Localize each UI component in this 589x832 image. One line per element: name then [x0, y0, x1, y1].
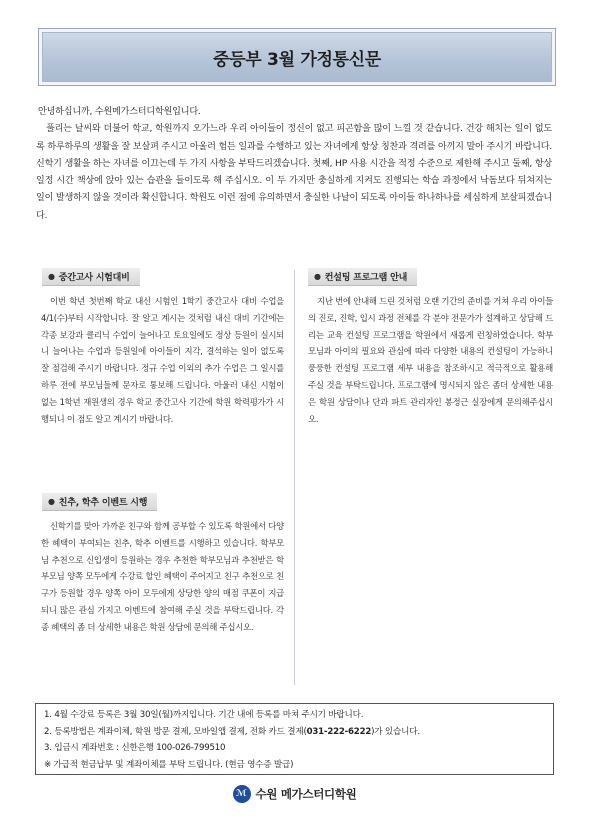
footer-logo	[0, 782, 589, 806]
event-heading-text: 친추, 학추 이벤트 시행	[58, 498, 148, 508]
phone-number: 031-222-6222	[306, 726, 372, 737]
event-body: 신학기를 맞아 가까운 친구와 함께 공부할 수 있도록 학원에서 다양한 혜택이 부여되는 친추, 학추 이벤트를 시행하고 있습니다. 학부모님 추천으로 신입생이 등원하는 경우 추천한 학부모님과 추천받은 학부모님 양쪽 모두에게 수강료 할인 혜택이 주어지고 친구 추천으로 친구가 등원할 경우 양쪽 아이 모두에게 상당한 양의 매점 쿠폰이 지급되니 많은 관심 가지고 이벤트에 참여해 주실 것을 부탁드립니다. 각종 혜택의 좀 더 상세한 내용은 학원 상담에 문의해 주십시오.	[41, 521, 284, 632]
midterm-heading-text: 중간고사 시험대비	[58, 273, 130, 283]
intro-greeting: 안녕하십니까, 수원메가스터디학원입니다.	[38, 107, 201, 117]
notice-box	[35, 703, 554, 775]
notice-line-2	[44, 724, 545, 741]
notice-line-3: 3. 입금시 계좌번호 : 신한은행 100-026-799510	[44, 743, 226, 753]
consulting-heading-text: 컨설팅 프로그램 안내	[324, 273, 408, 283]
notice-line-1: 1. 4월 수강료 등록은 3월 30일(월)까지입니다. 기간 내에 등록를 마쳐 주시기 바랍니다.	[44, 710, 364, 720]
bullet-icon: ●	[48, 272, 55, 281]
bullet-icon: ●	[48, 497, 55, 506]
consulting-heading	[308, 268, 417, 286]
consulting-body: 지난 번에 안내해 드린 것처럼 오랜 기간의 준비를 거쳐 우리 아이들의 진로, 진학, 입시 과정 전체를 각 분야 전문가가 설계하고 상담해 드리는 교육 컨설팅 프로그램을 학원에서 새롭게 런칭하였습니다. 학부모님과 아이의 필요와 관심에 따라 다양한 내용의 컨설팅이 가능하니 풍풍한 컨설팅 프로그램 세부 내용을 참조하시고 적극적으로 활용해 주실 것을 부탁드립니다. 프로그램에 명시되지 않은 좀더 상세한 내용은 학원 상담이나 단과 파트 관리자인 봉정근 실장에게 문의해주십시오.	[308, 296, 553, 424]
title-band	[42, 32, 552, 82]
intro-paragraph: 풀리는 날씨와 더불어 학교, 학원까지 오가느라 우리 아이들이 정신이 없고 피곤함을 많이 느낄 것 같습니다. 건강 해치는 일이 없도록 하루하루의 생활을 잘 보살펴 주시고 아울러 험든 일과를 수행하고 있는 자녀에게 항상 칭찬과 격려를 아끼지 말아 주시기 바랍니다. 신학기 생활을 하는 자녀를 이끄는데 두 가지 사항을 부탁드리겠습니다. 첫째, HP 사용 시간을 적정 수준으로 제한해 주시고 둘째, 항상 일정 시간 책상에 앉아 있는 습관을 들이도록 해 주십시오. 이 두 가지만 충실하게 지켜도 진행되는 학습 과정에서 낙돔보다 뒤쳐지는 일이 발생하지 않을 것이라 확신합니다. 학원도 이런 점에 유의하면서 충실한 나날이 되도록 아이들 하나하나를 세심하게 보살피겠습니다.	[36, 124, 552, 221]
event-heading	[42, 493, 157, 511]
column-divider	[294, 270, 295, 685]
midterm-heading	[42, 268, 140, 286]
title-banner	[38, 28, 556, 86]
notice-line-2-suffix: )가 있습니다.	[371, 726, 420, 737]
notice-line-4: ※ 가급적 현금납부 및 계좌이체를 부탁 드립니다. (현금 영수증 발급)	[44, 759, 294, 770]
academy-name: 수원 메가스터디학원	[255, 787, 357, 801]
notice-line-2-prefix: 2. 등록방법은 계좌이체, 학원 방문 결제, 모바일앱 결제, 전화 카드 결제(	[44, 726, 307, 737]
intro-section	[36, 104, 552, 225]
midterm-body: 이번 학년 첫번째 학교 내신 시험인 1학기 중간고사 대비 수업을 4/1(수)부터 시작합니다. 잘 알고 계시는 것처럼 내신 대비 기간에는 각종 보강과 클리닉 수업이 늘어나고 토요일에도 정상 등원이 실시되니 늘어나는 수업과 등원일에 아이들이 지각, 결석하는 일이 없도록 잘 점검해 주시기 바랍니다. 정규 수업 이외의 추가 수업은 그 일시를 하루 전에 부모님들께 문자로 통보해 드립니다. 아울러 내신 시험이 없는 1학년 재원생의 경우 학교 중간고사 기간에 학원 학력평가가 시행되니 이 점도 알고 계시기 바랍니다.	[41, 296, 284, 424]
academy-logo-icon: ℳ	[233, 785, 251, 803]
bullet-icon: ●	[314, 272, 321, 281]
page-title: 중등부 3월 가정통신문	[213, 49, 381, 70]
